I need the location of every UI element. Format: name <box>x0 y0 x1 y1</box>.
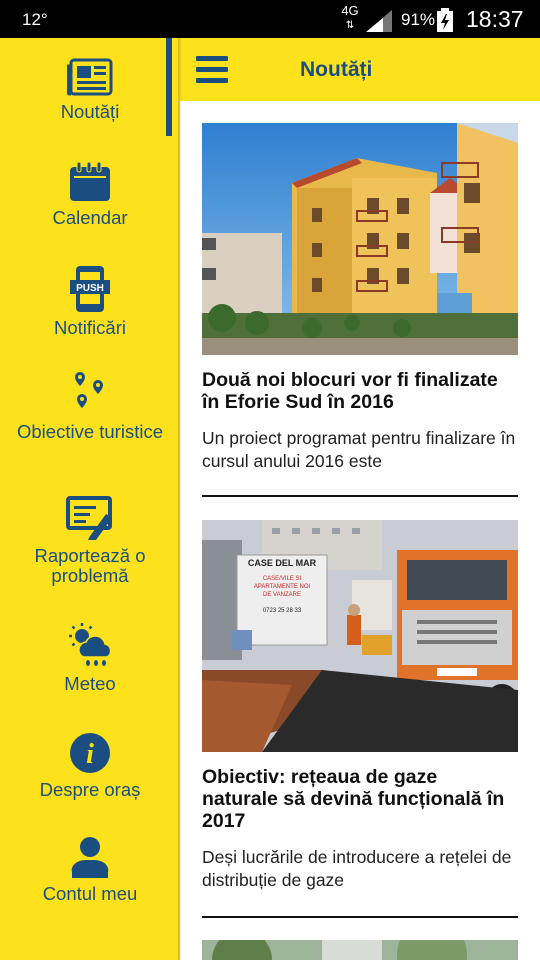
sidebar-item-raporteaza-o-problema[interactable] <box>0 496 180 586</box>
sidebar-item-notificari[interactable] <box>0 266 180 338</box>
calendar-icon <box>69 162 111 202</box>
weather-icon <box>66 622 114 668</box>
info-icon <box>69 732 111 774</box>
article-excerpt: Deși lucrările de introducere a rețelei de distribuție de gaze <box>202 847 512 890</box>
news-card[interactable] <box>202 520 518 892</box>
article-divider <box>202 495 518 497</box>
sidebar-item-noutati[interactable] <box>0 58 180 122</box>
push-badge: PUSH <box>76 283 104 294</box>
map-pins-icon <box>70 370 110 416</box>
sign-line: 0723 25 28 33 <box>262 608 302 614</box>
apartment-buildings-photo[interactable] <box>202 123 518 355</box>
sign-line: APARTAMENTE NOI <box>253 584 311 590</box>
article-excerpt: Un proiect programat pentru finalizare în cursul anului 2016 este <box>202 428 516 471</box>
sidebar-item-label: Meteo <box>64 673 116 694</box>
article-divider <box>202 916 518 918</box>
navigation-drawer <box>0 38 180 960</box>
road-works-truck-photo[interactable] <box>202 520 518 752</box>
sign-line: CASE/VILE SI <box>262 576 302 582</box>
news-card[interactable] <box>202 940 518 960</box>
clock: 18:37 <box>466 6 524 32</box>
article-thumbnail-photo[interactable] <box>202 940 518 960</box>
sidebar-item-label: Raportează o problemă <box>34 545 146 586</box>
drawer-shadow <box>178 38 182 960</box>
main-content[interactable] <box>180 38 540 960</box>
news-card[interactable] <box>202 123 518 473</box>
article-headline[interactable]: Două noi blocuri vor fi finalizate în Eforie Sud în 2016 <box>202 369 498 413</box>
sidebar-item-label: Obiective turistice <box>17 421 163 442</box>
sidebar-item-obiective-turistice[interactable] <box>0 370 180 442</box>
info-glyph: i <box>86 739 94 770</box>
battery-icon <box>437 8 453 32</box>
network-type-indicator: 4G ⇅ <box>341 3 359 31</box>
newspaper-icon <box>67 58 113 96</box>
app-bar <box>180 38 540 101</box>
push-phone-icon <box>70 266 110 312</box>
sidebar-item-contul-meu[interactable] <box>0 836 180 904</box>
sidebar-item-despre-oras[interactable] <box>0 732 180 800</box>
hamburger-menu-icon[interactable] <box>196 56 228 84</box>
article-headline[interactable]: Obiectiv: rețeaua de gaze naturale să devină funcțională în 2017 <box>202 766 505 832</box>
status-bar <box>0 0 540 38</box>
battery-percent: 91% <box>401 10 436 29</box>
temperature-indicator: 12° <box>22 10 48 29</box>
sidebar-item-label: Noutăți <box>60 101 120 122</box>
page-title: Noutăți <box>300 58 373 81</box>
sidebar-item-label: Calendar <box>52 207 128 228</box>
sidebar-item-label: Notificări <box>54 317 126 338</box>
report-form-icon <box>66 496 114 540</box>
user-icon <box>70 836 110 878</box>
sign-line: DE VANZARE <box>263 592 301 598</box>
sidebar-item-meteo[interactable] <box>0 622 180 694</box>
sidebar-item-label: Despre oraș <box>39 779 141 800</box>
sign-line: CASE DEL MAR <box>247 558 317 568</box>
sidebar-item-label: Contul meu <box>42 883 138 904</box>
signal-strength-icon <box>366 10 392 32</box>
sidebar-item-calendar[interactable] <box>0 162 180 228</box>
